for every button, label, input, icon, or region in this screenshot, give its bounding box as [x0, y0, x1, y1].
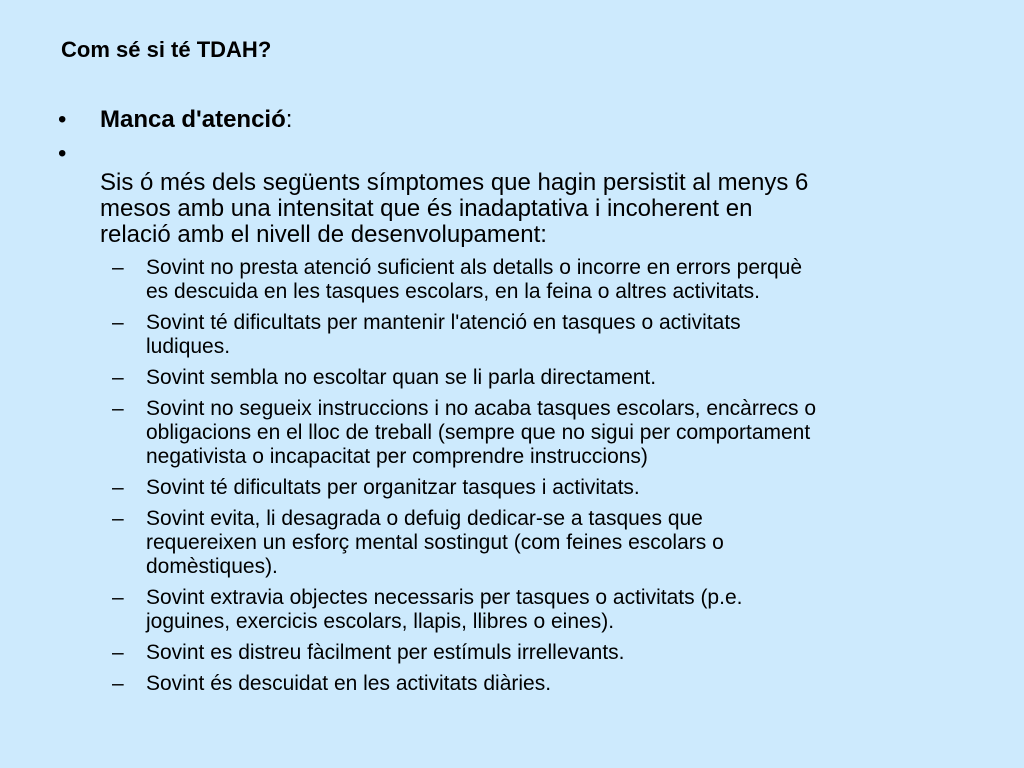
symptom-item: [112, 641, 992, 665]
symptom-text-line: Sovint té dificultats per organitzar tasques i activitats.: [146, 476, 640, 499]
symptom-text-line: Sovint evita, li desagrada o defuig dedicar-se a tasques que: [146, 507, 703, 530]
dash-marker: –: [112, 476, 124, 499]
symptom-text-line: Sovint té dificultats per mantenir l'atenció en tasques o activitats: [146, 311, 741, 334]
dash-marker: –: [112, 397, 124, 420]
dash-marker: –: [112, 672, 124, 695]
symptom-text-line: Sovint extravia objectes necessaris per tasques o activitats (p.e.: [146, 586, 743, 609]
symptom-text-line: requereixen un esforç mental sostingut (com feines escolars o: [146, 531, 724, 554]
symptom-item: [112, 586, 992, 634]
bullet-marker: •: [58, 140, 67, 167]
dash-marker: –: [112, 256, 124, 279]
dash-marker: –: [112, 641, 124, 664]
symptom-text-line: Sovint no presta atenció suficient als detalls o incorre en errors perquè: [146, 256, 803, 279]
symptom-item: [112, 366, 992, 390]
symptom-text-line: es descuida en les tasques escolars, en la feina o altres activitats.: [146, 280, 761, 303]
symptom-item: [112, 476, 992, 500]
intro-line: relació amb el nivell de desenvolupament:: [100, 221, 547, 248]
symptom-text-line: obligacions en el lloc de treball (sempre que no sigui per comportament: [146, 421, 811, 444]
symptom-item: [112, 672, 992, 696]
symptom-text-line: negativista o incapacitat per comprendre instruccions): [146, 445, 648, 468]
bullet-heading: Manca d'atenció: [100, 106, 286, 133]
symptom-text-line: ludiques.: [146, 335, 231, 358]
bullet-heading-suffix: :: [285, 106, 293, 133]
symptom-text-line: Sovint no segueix instruccions i no acaba tasques escolars, encàrrecs o: [146, 397, 817, 420]
dash-marker: –: [112, 311, 124, 334]
symptom-text-line: Sovint sembla no escoltar quan se li parla directament.: [146, 366, 657, 389]
symptom-item: [112, 507, 992, 579]
symptom-text-line: domèstiques).: [146, 555, 278, 578]
symptom-text-line: Sovint es distreu fàcilment per estímuls irrellevants.: [146, 641, 625, 664]
bullet-heading-line: [100, 107, 292, 133]
symptom-text-line: Sovint és descuidat en les activitats diàries.: [146, 672, 552, 695]
symptom-item: [112, 311, 992, 359]
symptom-item: [112, 397, 992, 469]
slide-title: Com sé si té TDAH?: [61, 37, 272, 62]
symptom-list: [112, 256, 992, 703]
bullet-marker: •: [58, 106, 67, 133]
symptom-item: [112, 256, 992, 304]
dash-marker: –: [112, 586, 124, 609]
dash-marker: –: [112, 507, 124, 530]
dash-marker: –: [112, 366, 124, 389]
intro-line: mesos amb una intensitat que és inadaptativa i incoherent en: [100, 195, 753, 222]
intro-line: Sis ó més dels següents símptomes que hagin persistit al menys 6: [100, 169, 809, 196]
symptom-text-line: joguines, exercicis escolars, llapis, llibres o eines).: [146, 610, 615, 633]
intro-paragraph: [100, 170, 980, 248]
